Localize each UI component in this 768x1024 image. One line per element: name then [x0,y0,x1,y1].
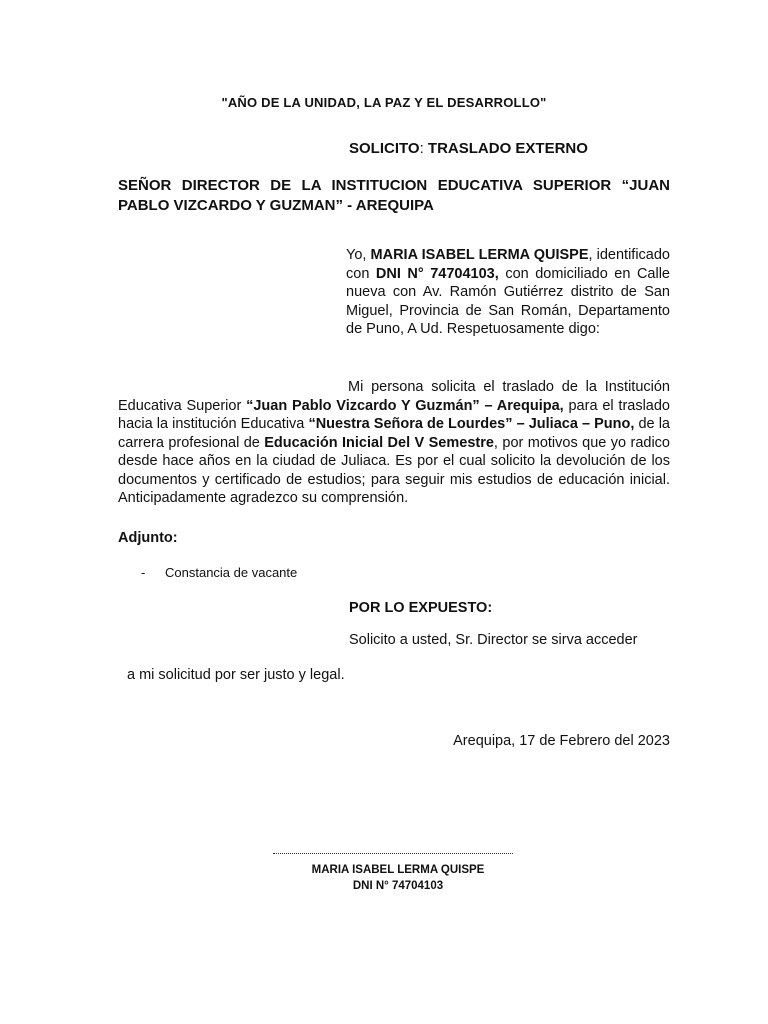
closing-line-2: a mi solicitud por ser justo y legal. [127,667,345,683]
attachment-item: Constancia de vacante [165,565,298,580]
year-motto: "AÑO DE LA UNIDAD, LA PAZ Y EL DESARROLLO" [221,95,547,110]
intro-text-3: con domiciliado en Calle nueva con Av. Ramón Gutiérrez distrito de San Miguel, Provincia de San Román, Departamento de Puno, A Ud. Respetuosamente digo: [346,265,670,337]
origin-institution: “Juan Pablo Vizcardo Y Guzmán” – Arequipa, [246,397,564,414]
body-text-4: , por motivos que yo radico desde hace años en la ciudad de Juliaca. Es por el cual solicito la devolución de los documentos y certificado de estudios; para seguir mis estudios de educación inicial. Anticipadamente agradezco su comprensión. [118,434,670,506]
subject-line [349,140,588,157]
signature-name: MARIA ISABEL LERMA QUISPE [311,864,485,876]
addressee: SEÑOR DIRECTOR DE LA INSTITUCION EDUCATIVA SUPERIOR “JUAN PABLO VIZCARDO Y GUZMAN” - AREQUIPA [118,177,670,214]
career-program: Educación Inicial Del V Semestre [264,434,494,451]
attachment-bullet: - [141,565,146,580]
body-text-3: de la carrera profesional de [118,416,670,451]
closing-heading: POR LO EXPUESTO: [349,600,493,616]
request-paragraph [118,378,670,508]
attachments-label: Adjunto: [118,530,178,546]
subject-separator: : [419,140,428,157]
intro-text-1: Yo, [346,247,371,263]
subject-label: SOLICITO [349,140,420,157]
applicant-name: MARIA ISABEL LERMA QUISPE [370,247,589,263]
signature-line [273,853,513,854]
intro-paragraph [346,246,670,339]
body-text-2: para el traslado hacia la institución Educativa [118,397,670,432]
signature-dni: DNI N° 74704103 [352,880,444,892]
date-line: Arequipa, 17 de Febrero del 2023 [453,733,670,749]
body-text-1: Mi persona solicita el traslado de la Institución Educativa Superior [118,379,670,414]
intro-text-2: , identificado con [346,247,670,282]
applicant-dni: DNI N° 74704103, [375,265,499,282]
closing-line-1: Solicito a usted, Sr. Director se sirva acceder [349,632,638,648]
destination-institution: “Nuestra Señora de Lourdes” – Juliaca – Puno, [308,416,635,432]
subject-value: TRASLADO EXTERNO [427,140,588,157]
